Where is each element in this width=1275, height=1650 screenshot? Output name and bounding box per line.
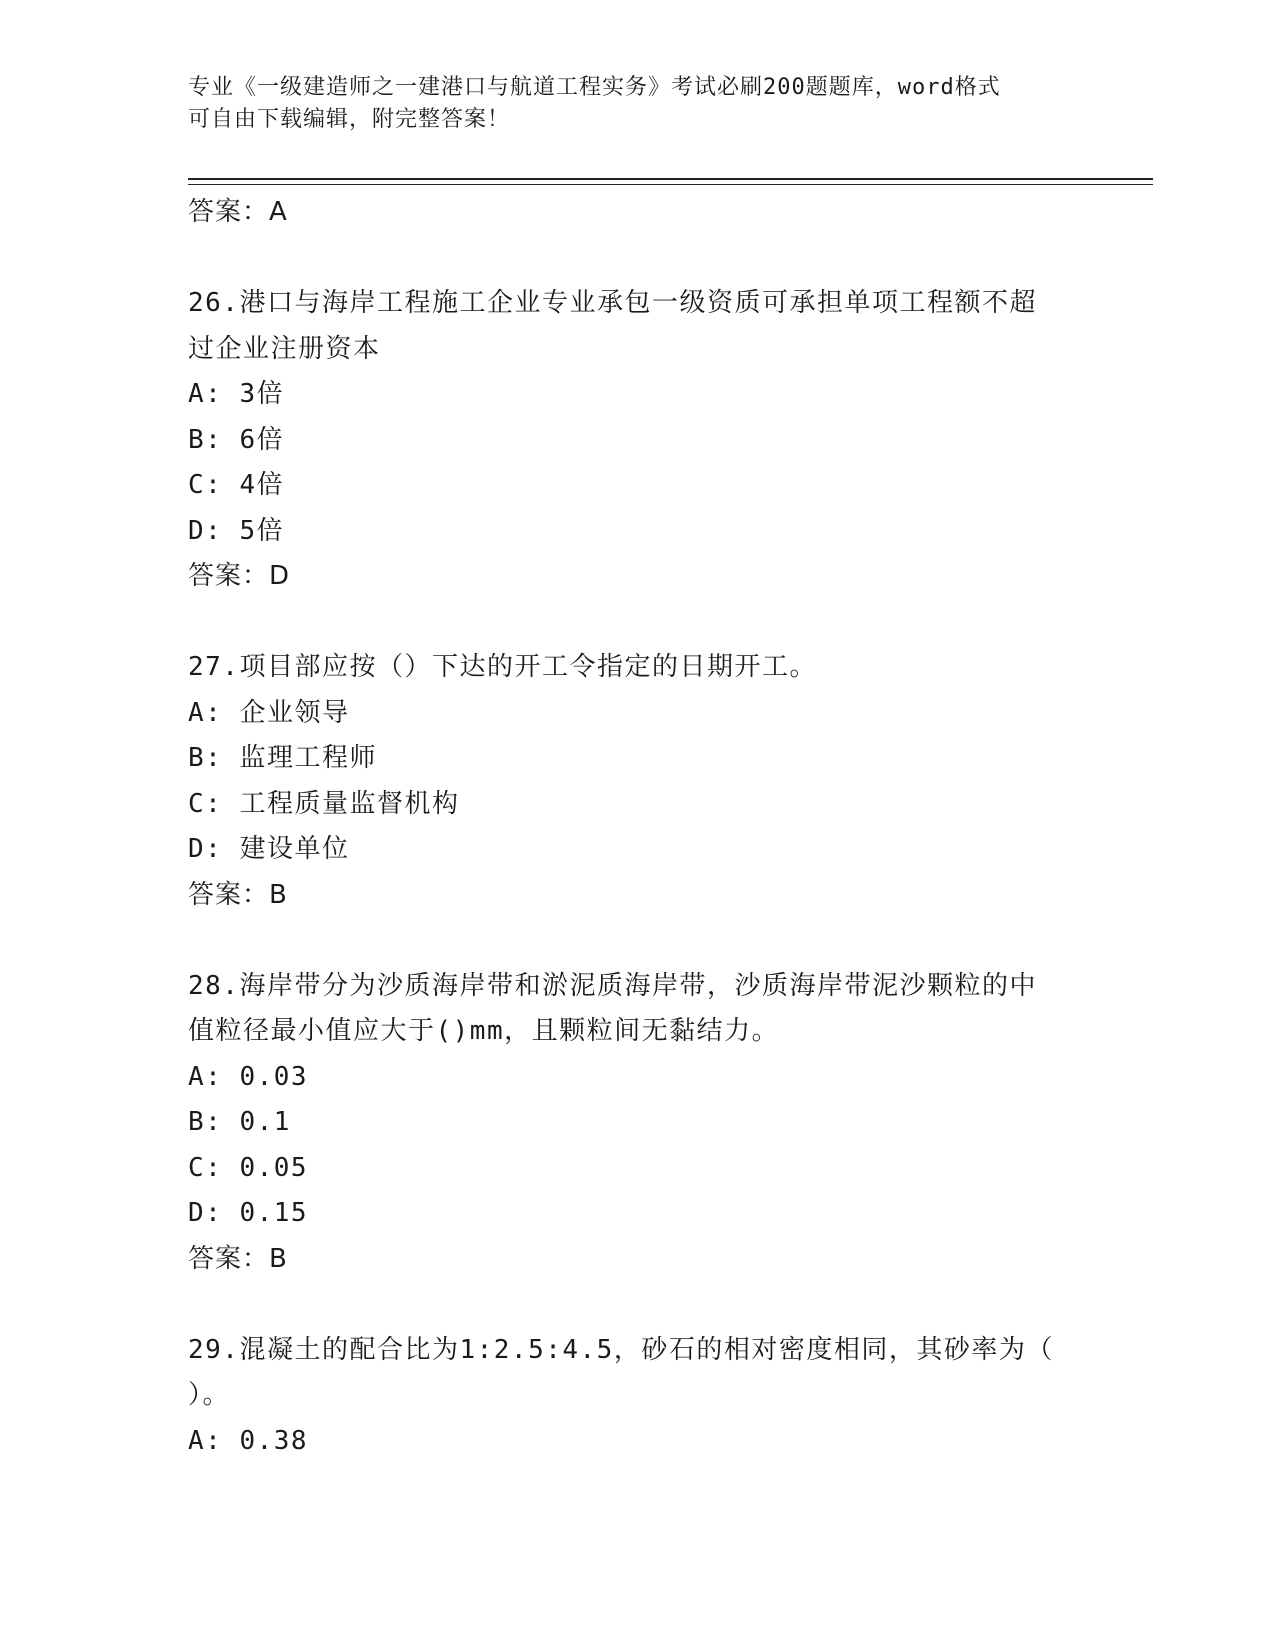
question-answer: 答案：B	[188, 879, 288, 910]
option-c: C: 0.05	[188, 1152, 309, 1183]
spacer	[188, 918, 1088, 964]
question-answer: 答案：D	[188, 561, 291, 591]
option-b: B: 6倍	[188, 424, 285, 455]
question-list	[188, 190, 1088, 1464]
question-answer: 答案：B	[188, 1243, 288, 1274]
question-stem-line: 28.海岸带分为沙质海岸带和淤泥质海岸带，沙质海岸带泥沙颗粒的中	[188, 970, 1037, 1001]
option-d: D: 建设单位	[188, 834, 350, 864]
question-stem-line: 29.混凝土的配合比为1:2.5:4.5，砂石的相对密度相同，其砂率为（	[188, 1334, 1054, 1365]
previous-answer: 答案：A	[188, 197, 288, 227]
question-stem-line: 27.项目部应按（）下达的开工令指定的日期开工。	[188, 652, 817, 682]
option-a: A: 3倍	[188, 379, 285, 409]
spacer	[188, 236, 1088, 282]
question-27	[188, 645, 1088, 918]
option-b: B: 0.1	[188, 1107, 291, 1137]
header-divider	[188, 178, 1153, 185]
question-stem-line: 26.港口与海岸工程施工企业专业承包一级资质可承担单项工程额不超	[188, 288, 1037, 318]
question-26	[188, 281, 1088, 600]
header-title-line-1: 专业《一级建造师之一建港口与航道工程实务》考试必刷200题题库，word格式	[188, 75, 1001, 100]
option-c: C: 4倍	[188, 470, 285, 500]
header-title-line-2: 可自由下载编辑，附完整答案！	[188, 107, 511, 132]
document-header	[188, 72, 1088, 136]
question-stem-line: 值粒径最小值应大于()mm，且颗粒间无黏结力。	[188, 1016, 780, 1046]
option-d: D: 5倍	[188, 515, 285, 546]
option-b: B: 监理工程师	[188, 743, 377, 773]
question-28	[188, 964, 1088, 1283]
option-d: D: 0.15	[188, 1198, 309, 1228]
spacer	[188, 600, 1088, 646]
option-a: A: 企业领导	[188, 697, 350, 728]
option-c: C: 工程质量监督机构	[188, 788, 460, 819]
question-stem-line: 过企业注册资本	[188, 333, 381, 364]
spacer	[188, 1282, 1088, 1328]
question-29	[188, 1328, 1088, 1465]
question-stem-line: ）。	[188, 1380, 231, 1410]
option-a: A: 0.38	[188, 1425, 309, 1456]
option-a: A: 0.03	[188, 1061, 309, 1092]
